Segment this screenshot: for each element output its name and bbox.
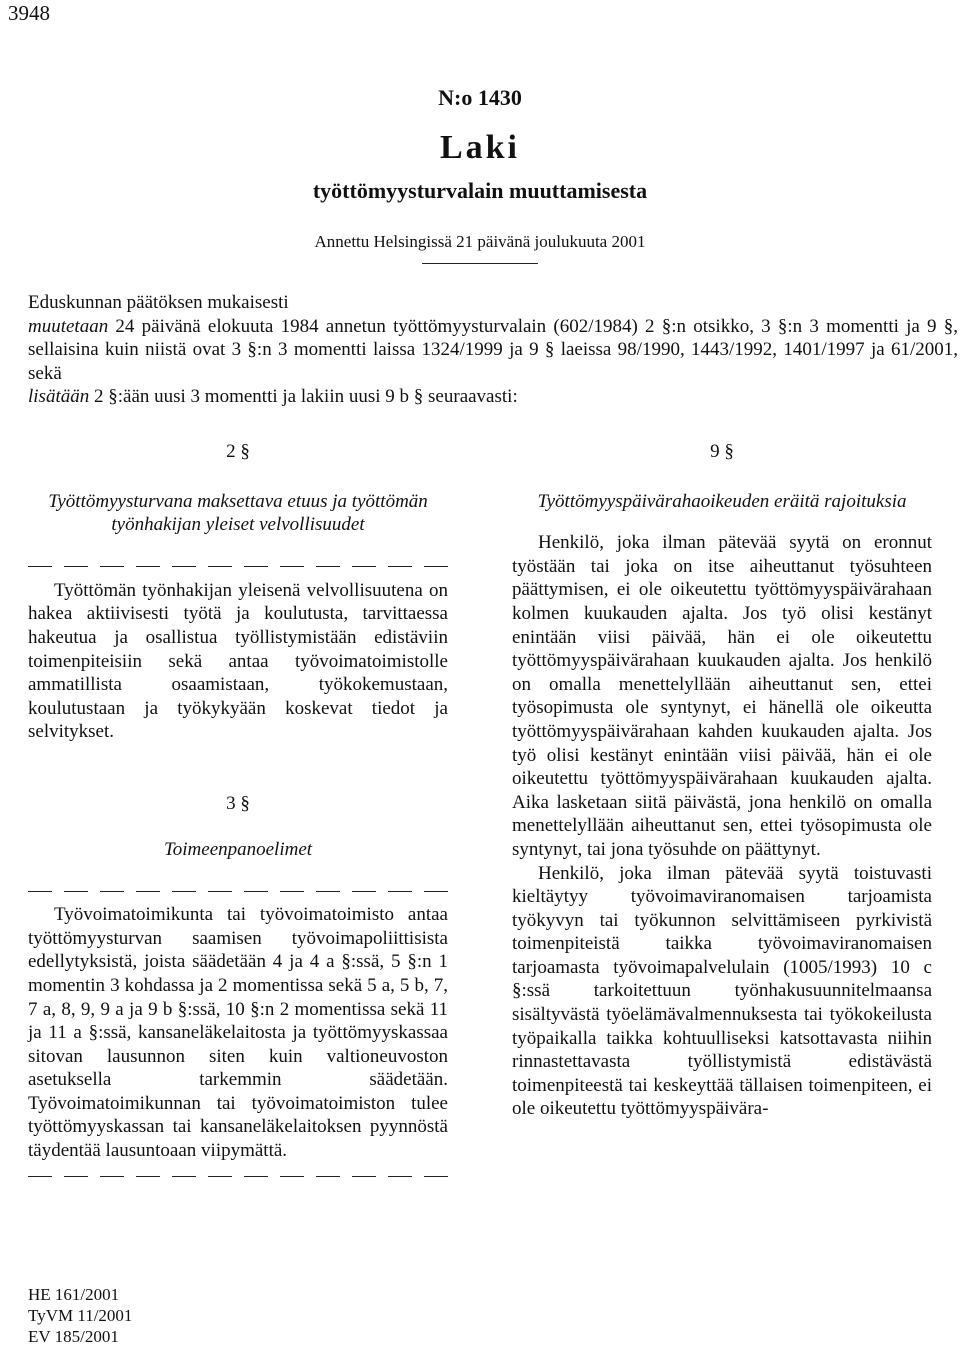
right-column (512, 440, 932, 1121)
law-type-title: Laki (439, 129, 521, 166)
section-9-heading: Työttömyyspäivärahaoikeuden eräitä rajoituksia (537, 490, 907, 512)
left-column (28, 440, 448, 1189)
omission-dashes (28, 1165, 448, 1189)
add-text: 2 §:ään uusi 3 momentti ja lakiin uusi 9 b § seuraavasti: (89, 386, 518, 408)
reference-list (28, 1284, 132, 1347)
section-9-paragraph-2: Henkilö, joka ilman pätevää syytä toistuvasti kieltäytyy työvoimaviranomaisen tarjoamista työkyvyn tai työkunnon selvittämiseen pyrkivistä toimenpiteistä taikka työvoimaviranomaisen tarjoamasta työvoimapalvelulain (1005/1993) 10 c §:ssä tarkoitettuun työnhakusuunnitelmaansa sisältyvästä työelämävalmennuksesta tai työkokeilusta työpaikalla taikka kohtuulliseksi katsottavasta niihin rinnastettavasta työllistymistä edistävästä toimenpiteestä tai keskeyttää tällaisen toimenpiteen, ei ole oikeutettu työttömyyspäivära- (512, 862, 932, 1120)
reference-he: HE 161/2001 (28, 1285, 120, 1304)
law-title: työttömyysturvalain muuttamisesta (312, 178, 648, 203)
section-2-heading: Työttömyysturvana maksettava etuus ja työttömän työnhakijan yleiset velvollisuudet (48, 490, 428, 536)
section-3-heading: Toimeenpanoelimet (163, 838, 313, 860)
law-number: N:o 1430 (438, 85, 522, 110)
header-divider (422, 263, 538, 264)
omission-dashes (28, 879, 448, 903)
section-3-paragraph: Työvoimatoimikunta tai työvoimatoimisto antaa työttömyysturvan saamisen työvoimapoliittisista edellytyksistä, joista säädetään 4 ja 4 a §:ssä, 5 §:n 1 momentin 3 kohdassa ja 2 momentissa sekä 5 a, 5 b, 7, 7 a, 8, 9, 9 a ja 9 b §:ssä, 10 §:n 2 momentissa sekä 11 ja 11 a §:ssä, kansaneläkelaitosta ja työttömyyskassaa sitovan lausunnon siten kuin valtioneuvoston asetuksella tarkemmin säädetään. Työvoimatoimikunnan tai työvoimatoimiston tulee työttömyyskassan tai kansaneläkelaitoksen pyynnöstä täydentää lausuntoaan viipymättä. (28, 904, 448, 1162)
amend-text: 24 päivänä elokuuta 1984 annetun työttömyysturvalain (602/1984) 2 §:n otsikko, 3 §:n 3 momentti ja 9 §, sellaisina kuin niistä ovat 3 §:n 3 momentti laissa 1324/1999 ja 9 § laeissa 98/1990, 1443/1992, 1401/1997 ja 61/2001, sekä (28, 315, 958, 384)
page-number: 3948 (8, 1, 50, 25)
given-date-line: Annettu Helsingissä 21 päivänä joulukuuta 2001 (314, 232, 646, 251)
section-2-paragraph: Työttömän työnhakijan yleisenä velvollisuutena on hakea aktiivisesti työtä ja koulutusta, tarvittaessa hakeutua ja osallistua työllistymistään edistäviin toimenpiteisiin sekä antaa työvoimatoimistolle ammatillista osaamistaan, työkokemustaan, koulutustaan ja työkykyään koskevat tiedot ja selvitykset. (28, 579, 448, 743)
preamble-line: Eduskunnan päätöksen mukaisesti (28, 292, 289, 313)
reference-ev: EV 185/2001 (28, 1327, 119, 1346)
section-2-number: 2 § (226, 441, 250, 462)
reference-tyvm: TyVM 11/2001 (28, 1306, 133, 1325)
amend-verb: muutetaan (28, 315, 109, 337)
section-3-number: 3 § (226, 792, 250, 814)
section-9-number: 9 § (710, 441, 734, 462)
omission-dashes (28, 555, 448, 579)
addition-clause (28, 385, 958, 409)
section-9-paragraph-1: Henkilö, joka ilman pätevää syytä on eronnut työstään tai joka on itse aiheuttanut työsuhteen päättymisen, ei ole oikeutettu työttömyyspäivärahaan kolmen kuukauden ajalta. Jos työ olisi kestänyt enintään viisi päivää, hän ei ole oikeutettu työttömyyspäivärahaan kuukauden ajalta. Jos henkilö on omalla menettelyllään aiheuttanut sen, ettei työsopimusta ole syntynyt, ei hänellä ole oikeutta työttömyyspäivärahaan kahden kuukauden ajalta. Jos työ olisi kestänyt enintään viisi päivää, hän ei ole oikeutettu työttömyyspäivärahaan kuukauden ajalta. Aika lasketaan siitä päivästä, jona henkilö on omalla menettelyllään aiheuttanut sen, ettei työsopimusta ole syntynyt, tai jona työsuhde on päättynyt. (512, 532, 932, 860)
add-verb: lisätään (28, 386, 90, 408)
preamble (28, 291, 958, 409)
amendment-clause (28, 315, 958, 386)
